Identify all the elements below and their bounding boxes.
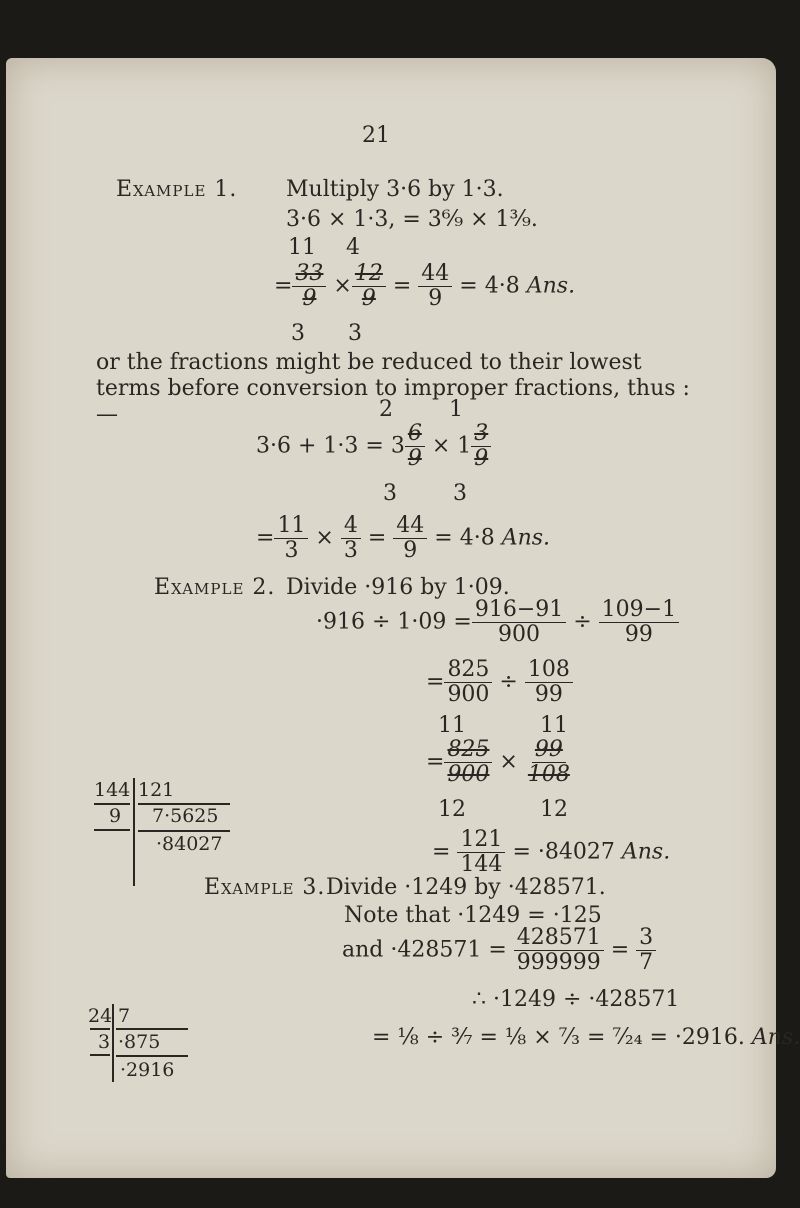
example-3-therefore: ∴ ·1249 ÷ ·428571	[472, 987, 680, 1012]
example-1-alt-f3-den: 9	[403, 538, 418, 563]
example-2-side-right-mid: 7·5625	[152, 805, 219, 827]
example-2-line3: = $\frac{825}{900}$ × $\frac{99}{108}$	[426, 738, 573, 787]
example-2-side-vertical-rule	[133, 778, 135, 886]
example-1-num-a: 33	[292, 262, 326, 287]
example-1-task: Multiply 3·6 by 1·3.	[286, 177, 504, 202]
example-1-den-a: 9	[302, 286, 317, 311]
example-3-side-right-mid: ·875	[118, 1031, 161, 1053]
example-1-alt-num-b: 3	[471, 422, 491, 447]
example-2-side-rule-left	[94, 829, 130, 831]
example-1-alt-top-b: 1	[449, 397, 463, 422]
example-1-alt-whole-a: 3	[390, 433, 405, 459]
example-2-ans: Ans.	[621, 839, 671, 865]
example-3-side-left-mid: 3	[98, 1031, 111, 1053]
example-2-side-right-top: 121	[138, 779, 175, 801]
example-2-f2-num: 109−1	[599, 598, 679, 623]
example-2-f3-num: 825	[444, 658, 492, 683]
example-2-top-b: 11	[540, 713, 568, 738]
example-1-alt-num-a: 6	[405, 422, 425, 447]
example-1-alt-whole-b: 1	[457, 433, 472, 459]
example-2-f5-num: 825	[444, 738, 492, 763]
example-1-cancel-top-a: 11	[288, 235, 316, 260]
example-1-result-num: 44	[418, 262, 452, 287]
example-3-note: Note that ·1249 = ·125	[344, 903, 602, 928]
example-1-alt-bottom-a: 3	[383, 481, 397, 506]
example-2-side-rule-bottom	[138, 830, 230, 832]
example-2-f1-den: 900	[498, 622, 541, 647]
example-3-side-rule-mid	[116, 1028, 188, 1030]
example-2-lhs: ·916 ÷ 1·09 =	[316, 609, 472, 635]
example-2-f3-den: 900	[447, 682, 490, 707]
example-2-f5-den: 900	[447, 762, 490, 787]
example-1-alt-expr: 3·6 + 1·3 =	[256, 433, 384, 459]
example-3-f2-den: 7	[639, 950, 654, 975]
example-1-alt-den-a: 9	[407, 446, 422, 471]
example-3-side-vertical-rule	[112, 1004, 114, 1082]
example-1-alt-ans: Ans.	[501, 525, 551, 551]
example-2-f6-den: 108	[527, 762, 570, 787]
example-2-side-left-mid: 9	[109, 805, 122, 827]
example-3-f2-num: 3	[636, 926, 656, 951]
example-3-side-left-top: 24	[88, 1005, 113, 1027]
example-1-num-b: 12	[352, 262, 386, 287]
example-1-cancel-top-b: 4	[346, 235, 360, 260]
example-1-alt-result-line: = $\frac{11}{3}$ × $\frac{4}{3}$ = $\frac{44}{9}$ = 4·8 Ans.	[256, 513, 551, 563]
example-2-f6-num: 99	[532, 738, 566, 763]
example-1-ans: Ans.	[526, 273, 576, 299]
example-2-final-num: 121	[457, 828, 505, 853]
example-1-alt-f3-num: 44	[393, 514, 427, 539]
example-1-result: = 4·8	[459, 273, 520, 299]
page-number: 21	[362, 123, 390, 148]
example-2-f1-num: 916−91	[472, 598, 566, 623]
example-1-alt-f1-den: 3	[284, 538, 299, 563]
example-3-task: Divide ·1249 by ·428571.	[326, 875, 606, 900]
example-3-calc-line	[372, 1026, 800, 1050]
example-3-and-line: and ·428571 = $\frac{428571}{999999}$ = $\frac{3}{7}$	[342, 926, 656, 975]
example-1-den-b: 9	[361, 286, 376, 311]
example-2-heading: Example 2.	[154, 575, 276, 600]
example-2-f2-den: 99	[624, 622, 653, 647]
example-1-heading: Example 1.	[116, 177, 238, 202]
example-3-f1-num: 428571	[514, 926, 604, 951]
example-3-side-right-top: 7	[118, 1005, 131, 1027]
example-1-result-den: 9	[428, 286, 443, 311]
example-2-side-right-bottom: ·84027	[156, 833, 223, 855]
example-2-result: = ·84027	[512, 839, 615, 865]
example-2-side-rule-mid	[138, 803, 230, 805]
example-2-side-rule-top	[94, 803, 130, 805]
example-3-side-rule-top	[90, 1028, 110, 1030]
example-2-final: = $\frac{121}{144}$ = ·84027 Ans.	[432, 827, 671, 877]
example-1-note: or the fractions might be reduced to their lowest terms before conversion to improper fractions, thus :—	[96, 350, 690, 427]
example-3-heading: Example 3.	[204, 875, 326, 900]
example-3-and-label: and ·428571 =	[342, 937, 507, 963]
example-3-side-right-bottom: ·2916	[120, 1059, 175, 1081]
example-3-side-rule-bottom	[116, 1055, 188, 1057]
example-3-f1-den: 999999	[516, 950, 601, 975]
example-3-ans: Ans.	[751, 1025, 800, 1050]
example-2-f4-den: 99	[534, 682, 563, 707]
example-1-alt-result: = 4·8	[434, 525, 495, 551]
example-2-task: Divide ·916 by 1·09.	[286, 575, 510, 600]
example-1-cancel-bottom-b: 3	[348, 321, 362, 346]
example-2-bottom-a: 12	[438, 797, 466, 822]
example-1-alt-line: 3·6 + 1·3 = 3 $\frac{6}{9}$ × 1 $\frac{3}{9}$	[256, 422, 491, 471]
book-page	[6, 58, 800, 1178]
example-3-side-rule-left	[90, 1054, 110, 1056]
example-2-f4-num: 108	[525, 658, 573, 683]
example-1-alt-top-a: 2	[379, 397, 393, 422]
example-1-alt-bottom-b: 3	[453, 481, 467, 506]
example-2-line1: ·916 ÷ 1·09 = $\frac{916-91}{900}$ ÷ $\frac{109-1}{99}$	[316, 598, 679, 647]
example-1-equation: = $\frac{33}{9}$ × $\frac{12}{9}$ = $\frac{44}{9}$ = 4·8 Ans.	[274, 261, 576, 311]
example-2-top-a: 11	[438, 713, 466, 738]
example-2-final-den: 144	[460, 852, 503, 877]
example-3-calc: = ⅛ ÷ ³⁄₇ = ⅛ × ⁷⁄₃ = ⁷⁄₂₄ = ·2916.	[372, 1025, 745, 1050]
example-1-line1: 3·6 × 1·3, = 3⁶⁄₉ × 1³⁄₉.	[286, 207, 538, 232]
example-2-bottom-b: 12	[540, 797, 568, 822]
example-1-alt-f1-num: 11	[274, 514, 308, 539]
example-2-side-left-top: 144	[94, 779, 131, 801]
example-1-cancel-bottom-a: 3	[291, 321, 305, 346]
example-2-line2: = $\frac{825}{900}$ ÷ $\frac{108}{99}$	[426, 658, 573, 707]
example-1-alt-f2-num: 4	[341, 514, 361, 539]
example-1-alt-den-b: 9	[474, 446, 489, 471]
example-1-alt-f2-den: 3	[343, 538, 358, 563]
